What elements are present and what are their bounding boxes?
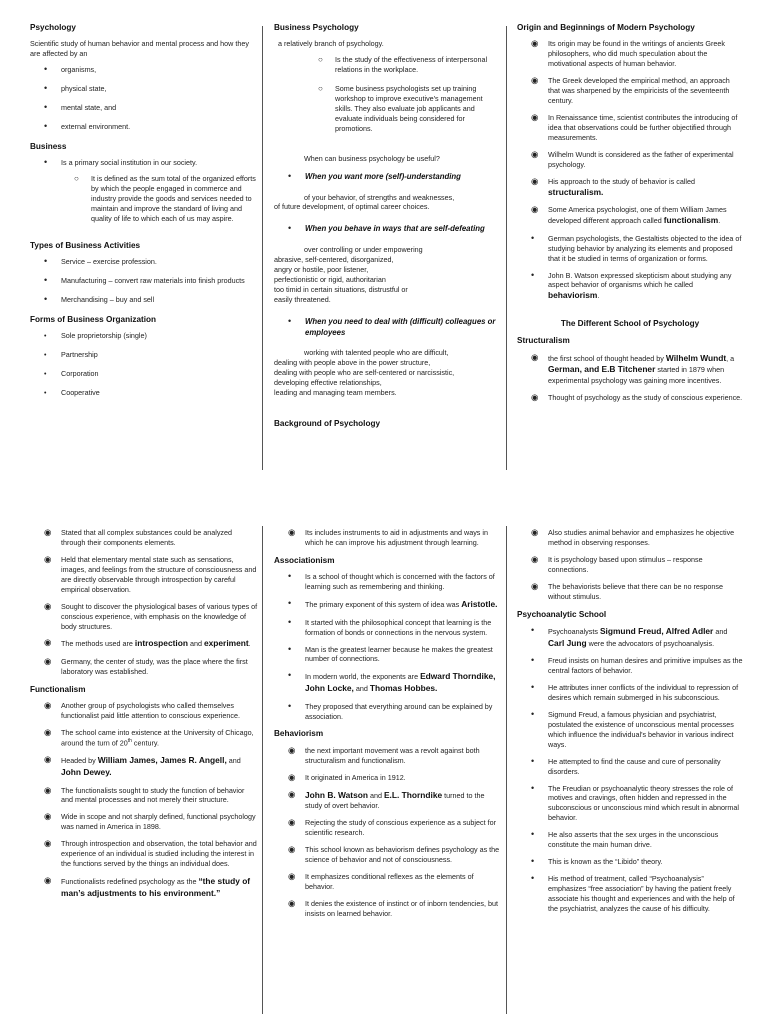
list-item: ◉ Functionalists redefined psychology as the “the study of man’s adjustments to his environment.” bbox=[44, 876, 258, 899]
section-title-psychology: Psychology bbox=[30, 23, 76, 32]
list-item: • This is known as the “Libido” theory. bbox=[531, 857, 743, 867]
list-item: • John B. Watson expressed skepticism about studying any aspect behavior of organisms which he called behaviorism. bbox=[531, 271, 743, 302]
section-title-background: Background of Psychology bbox=[274, 418, 380, 428]
behaviorism-list-continued bbox=[531, 528, 743, 602]
column-divider bbox=[506, 26, 507, 470]
business-sublist bbox=[74, 174, 258, 224]
list-item: • In modern world, the exponents are Edward Thorndike, John Locke, and Thomas Hobbes. bbox=[288, 671, 500, 694]
list-item: • Sole proprietorship (single) bbox=[44, 331, 258, 341]
types-list bbox=[44, 257, 258, 305]
list-item: ◉ the next important movement was a revolt against both structuralism and functionalism. bbox=[288, 746, 500, 766]
list-item: • When you need to deal with (difficult) colleagues or employees bbox=[288, 317, 500, 339]
list-item: • Sigmund Freud, a famous physician and psychiatrist, postulated the existence of unconscious mental processes which influence the individual's behavior in various indirect ways. bbox=[531, 710, 743, 750]
list-item: ◉ the first school of thought headed by Wilhelm Wundt, a German, and E.B Titchener started in 1879 when experimental psychology was gaining more incentives. bbox=[531, 353, 743, 386]
section-title-structuralism: Structuralism bbox=[517, 336, 570, 346]
list-item: ◉ In Renaissance time, scientist contributes the introducing of idea that observations could be further objectified through measurements. bbox=[531, 113, 743, 143]
question-text: When can business psychology be useful? bbox=[304, 153, 440, 163]
section-title-origin: Origin and Beginnings of Modern Psychology bbox=[517, 23, 695, 32]
business-psychology-list bbox=[318, 55, 500, 134]
list-item: ◉ Some America psychologist, one of them William James developed different approach called functionalism. bbox=[531, 205, 743, 227]
section-title-business: Business bbox=[30, 141, 67, 151]
list-item: • Psychoanalysts Sigmund Freud, Alfred Adler and Carl Jung were the advocators of psychoanalysis. bbox=[531, 626, 743, 649]
psychology-definition: Scientific study of human behavior and mental process and how they are affected by an bbox=[30, 39, 249, 59]
list-item: • organisms, bbox=[44, 65, 258, 75]
list-item: ○ It is defined as the sum total of the organized efforts by which the people engaged in commerce and industry provide the goods and services needed to maintain and improve the standard of living and quality of life to which each of us may aspire. bbox=[74, 174, 258, 224]
list-item: • The Freudian or psychoanalytic theory stresses the role of motives and cravings, often hidden and repressed in the subconscious or unconscious mind which result in abnormal behavior. bbox=[531, 784, 743, 824]
question-list-2 bbox=[288, 224, 500, 235]
list-item: • Partnership bbox=[44, 350, 258, 360]
list-item: ◉ Its includes instruments to aid in adjustments and ways in which he can improve his adjustment through learning. bbox=[288, 528, 500, 548]
section-title-functionalism: Functionalism bbox=[30, 684, 86, 694]
column-divider bbox=[506, 526, 507, 1014]
list-item: • Merchandising – buy and sell bbox=[44, 295, 258, 305]
origin-list bbox=[531, 39, 743, 226]
functionalism-list-continued bbox=[288, 528, 500, 548]
list-item: ◉ Sought to discover the physiological bases of various types of conscious experience, with emphasis on the knowledge of body structures. bbox=[44, 602, 258, 632]
question-list-1 bbox=[288, 172, 500, 183]
list-item: ○ Is the study of the effectiveness of interpersonal relations in the workplace. bbox=[318, 55, 500, 75]
list-item: ◉ John B. Watson and E.L. Thorndike turned to the study of overt behavior. bbox=[288, 790, 500, 812]
section-title-business-psychology: Business Psychology bbox=[274, 23, 359, 32]
list-item: ◉ It originated in America in 1912. bbox=[288, 773, 500, 783]
column-3 bbox=[517, 22, 743, 410]
list-item: ◉ Thought of psychology as the study of conscious experience. bbox=[531, 393, 743, 403]
list-item: ◉ It emphasizes conditional reflexes as the elements of behavior. bbox=[288, 872, 500, 892]
list-item: ◉ Headed by William James, James R. Angell, and John Dewey. bbox=[44, 755, 258, 778]
functionalism-list bbox=[44, 701, 258, 899]
self-understanding-details: of your behavior, of strengths and weaknesses, of future development, of optimal career choices. bbox=[274, 192, 455, 212]
list-item: ◉ Wide in scope and not sharply defined, functional psychology was named in America in 1898. bbox=[44, 812, 258, 832]
column-2 bbox=[274, 22, 500, 435]
section-title-forms: Forms of Business Organization bbox=[30, 315, 157, 324]
list-item: • When you want more (self)-understanding bbox=[288, 172, 500, 183]
list-item: • mental state, and bbox=[44, 103, 258, 113]
list-item: • He also asserts that the sex urges in the unconscious constitute the main human drive. bbox=[531, 830, 743, 850]
psychoanalytic-list bbox=[531, 626, 743, 914]
list-item: ◉ The school came into existence at the University of Chicago, around the turn of 20th century. bbox=[44, 728, 258, 748]
list-item: • When you behave in ways that are self-defeating bbox=[288, 224, 500, 235]
list-item: ◉ Through introspection and observation, the total behavior and experience of an individual is studied including the interest in the functions served by the things an individual does. bbox=[44, 839, 258, 869]
forms-list bbox=[44, 331, 258, 398]
psychology-factors-list bbox=[44, 65, 258, 132]
column-1 bbox=[30, 22, 258, 407]
list-item: • Freud insists on human desires and primitive impulses as the central factors of behavior. bbox=[531, 656, 743, 676]
list-item: ◉ The behaviorists believe that there can be no response without stimulus. bbox=[531, 582, 743, 602]
list-item: • He attempted to find the cause and cure of personality disorders. bbox=[531, 757, 743, 777]
list-item: ◉ Rejecting the study of conscious experience as a subject for scientific research. bbox=[288, 818, 500, 838]
list-item: ◉ Wilhelm Wundt is considered as the father of experimental psychology. bbox=[531, 150, 743, 170]
list-item: • His method of treatment, called “Psychoanalysis” emphasizes “free association” by having the patient freely associate his thought and experiences and with the help of the psychiatrist, analyzes the cause of his difficulty. bbox=[531, 874, 743, 914]
list-item: • They proposed that everything around can be explained by association. bbox=[288, 702, 500, 722]
origin-list-continued bbox=[531, 234, 743, 302]
list-item: ◉ This school known as behaviorism defines psychology as the science of behavior and not of consciousness. bbox=[288, 845, 500, 865]
list-item: • Man is the greatest learner because he makes the greatest number of connections. bbox=[288, 645, 500, 665]
list-item: ◉ The Greek developed the empirical method, an approach that was sharpened by the empiricists of the seventeenth century. bbox=[531, 76, 743, 106]
list-item: ◉ Also studies animal behavior and emphasizes he objective method in observing responses. bbox=[531, 528, 743, 548]
list-item: ◉ His approach to the study of behavior is called structuralism. bbox=[531, 177, 743, 199]
list-item: • Cooperative bbox=[44, 388, 258, 398]
column-divider bbox=[262, 26, 263, 470]
list-item: • Is a school of thought which is concerned with the factors of learning such as remembering and thinking. bbox=[288, 572, 500, 592]
list-item: • external environment. bbox=[44, 122, 258, 132]
section-title-associationism: Associationism bbox=[274, 555, 335, 565]
list-item: • Is a primary social institution in our society. bbox=[44, 158, 258, 168]
section-title-psychoanalytic: Psychoanalytic School bbox=[517, 609, 607, 619]
column-divider bbox=[262, 526, 263, 1014]
list-item: • Corporation bbox=[44, 369, 258, 379]
structuralism-list bbox=[531, 353, 743, 403]
list-item: • physical state, bbox=[44, 84, 258, 94]
list-item: ◉ It denies the existence of instinct or of inborn tendencies, but insists on learned behavior. bbox=[288, 899, 500, 919]
page-1 bbox=[0, 0, 768, 488]
section-title-schools: The Different School of Psychology bbox=[560, 318, 700, 328]
business-psychology-definition: a relatively branch of psychology. bbox=[278, 39, 384, 49]
list-item: • Service – exercise profession. bbox=[44, 257, 258, 267]
question-list-3 bbox=[288, 317, 500, 339]
column-3 bbox=[517, 528, 743, 921]
list-item: ◉ It is psychology based upon stimulus – response connections. bbox=[531, 555, 743, 575]
behaviorism-list bbox=[288, 746, 500, 919]
self-defeating-details: over controlling or under empowering abrasive, self-centered, disorganized, angry or hostile, poor listener, perfectionistic or rigid, authoritarian too timid in certain situations, distrustful or easily threatened. bbox=[274, 245, 423, 304]
difficult-colleagues-details: working with talented people who are difficult, dealing with people above in the power structure, dealing with people who are self-centered or narcissistic, developing effective relationships, leading and managing team members. bbox=[274, 348, 455, 397]
page-2 bbox=[0, 514, 768, 1024]
section-title-behaviorism: Behaviorism bbox=[274, 729, 324, 739]
list-item: • Manufacturing – convert raw materials into finish products bbox=[44, 276, 258, 286]
business-list bbox=[44, 158, 258, 168]
column-2 bbox=[274, 528, 500, 926]
structuralism-list-continued bbox=[44, 528, 258, 677]
list-item: • He attributes inner conflicts of the individual to repression of desires which remain submerged in his subconscious. bbox=[531, 683, 743, 703]
section-title-types: Types of Business Activities bbox=[30, 240, 141, 250]
list-item: ◉ Its origin may be found in the writings of ancients Greek philosophers, who did much speculation about the motivational aspects of human behavior. bbox=[531, 39, 743, 69]
list-item: • German psychologists, the Gestaltists objected to the idea of studying behavior by analyzing its elements and proposed that it be studied in terms of organization or forms. bbox=[531, 234, 743, 264]
list-item: ○ Some business psychologists set up training workshop to improve executive's management skills. They also evaluate job applicants and evaluate individuals being considered for promotions. bbox=[318, 84, 500, 134]
associationism-list bbox=[288, 572, 500, 721]
column-1 bbox=[30, 528, 258, 906]
list-item: ◉ Germany, the center of study, was the place where the first laboratory was established. bbox=[44, 657, 258, 677]
list-item: • The primary exponent of this system of idea was Aristotle. bbox=[288, 599, 500, 611]
list-item: ◉ The functionalists sought to study the function of behavior and mental processes and not merely their structure. bbox=[44, 786, 258, 806]
list-item: • It started with the philosophical concept that learning is the formation of bonds or connections in the nervous system. bbox=[288, 618, 500, 638]
list-item: ◉ Another group of psychologists who called themselves functionalist paid little attention to conscious experience. bbox=[44, 701, 258, 721]
list-item: ◉ Stated that all complex substances could be analyzed through their components elements. bbox=[44, 528, 258, 548]
list-item: ◉ The methods used are introspection and experiment. bbox=[44, 638, 258, 650]
list-item: ◉ Held that elementary mental state such as sensations, images, and feelings from the structure of consciousness and are directly observable through introspection by careful empirical observation. bbox=[44, 555, 258, 595]
